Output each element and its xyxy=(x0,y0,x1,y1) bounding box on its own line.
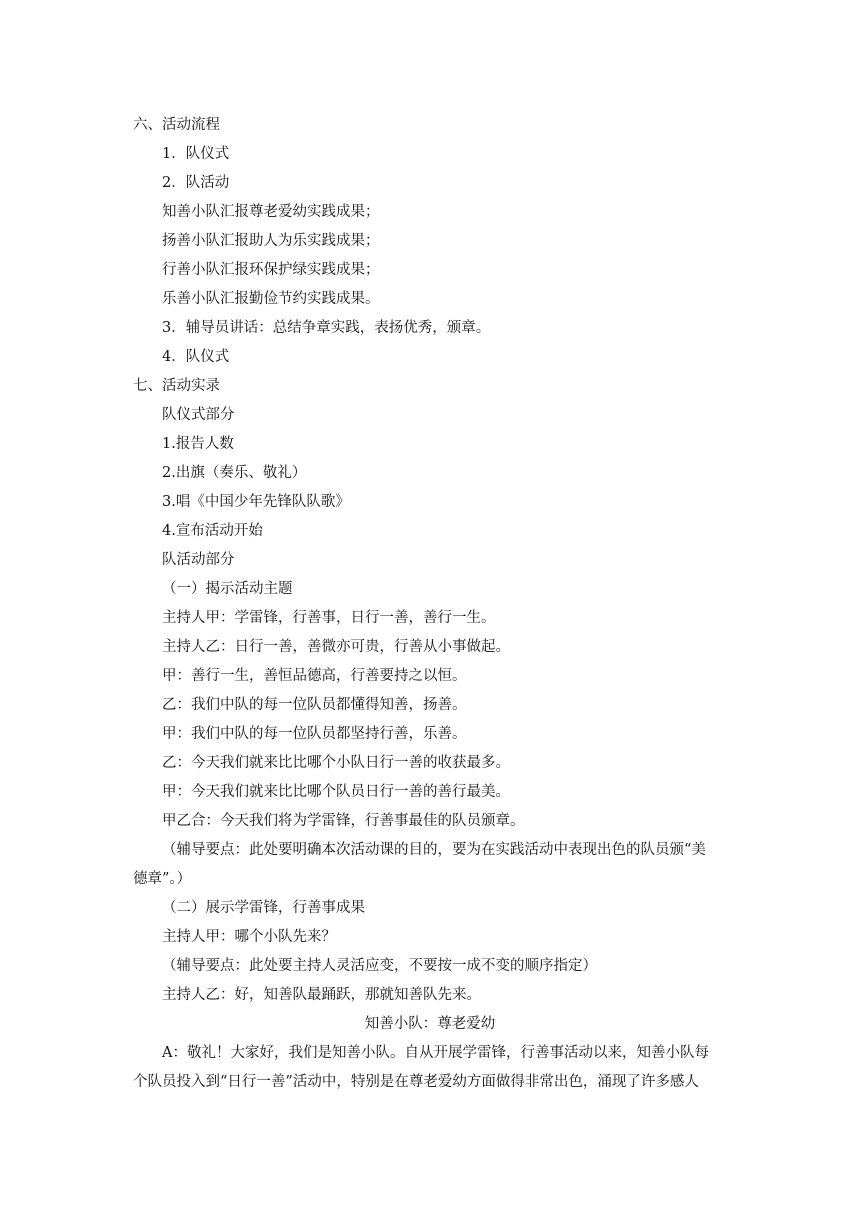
dialogue-line: 甲：今天我们就来比比哪个队员日行一善的善行最美。 xyxy=(162,784,510,800)
paragraph-line: A：敬礼！大家好，我们是知善小队。自从开展学雷锋，行善事活动以来，知善小队每 xyxy=(162,1045,709,1061)
dialogue-line: 乙：今天我们就来比比哪个小队日行一善的收获最多。 xyxy=(162,755,510,771)
dialogue-line: 主持人乙：日行一善，善微亦可贵，行善从小事做起。 xyxy=(162,639,510,655)
list-item: 1.报告人数 xyxy=(162,436,234,452)
section-heading: 六、活动流程 xyxy=(133,117,220,133)
list-item: 3．辅导员讲话：总结争章实践，表扬优秀，颁章。 xyxy=(162,320,491,336)
subsection-heading: （一）揭示活动主题 xyxy=(162,581,293,597)
list-item: 2.出旗（奏乐、敬礼） xyxy=(162,465,307,481)
subsection-heading: 队活动部分 xyxy=(162,552,235,568)
list-item: 4．队仪式 xyxy=(162,349,230,365)
paragraph-line: 个队员投入到“日行一善”活动中，特别是在尊老爱幼方面做得非常出色，涌现了许多感人 xyxy=(133,1074,699,1090)
text-line: 乐善小队汇报勤俭节约实践成果。 xyxy=(162,291,380,307)
guidance-note: （辅导要点：此处要明确本次活动课的目的，要为在实践活动中表现出色的队员颁“美 xyxy=(162,842,706,858)
subsection-heading: 队仪式部分 xyxy=(162,407,235,423)
list-item: 4.宣布活动开始 xyxy=(162,523,263,539)
dialogue-line: 主持人甲：学雷锋，行善事，日行一善，善行一生。 xyxy=(162,610,496,626)
dialogue-line: 乙：我们中队的每一位队员都懂得知善，扬善。 xyxy=(162,697,467,713)
dialogue-line: 主持人甲：哪个小队先来？ xyxy=(162,929,336,945)
guidance-note-continued: 德章”。） xyxy=(133,871,192,887)
dialogue-line: 甲乙合：今天我们将为学雷锋，行善事最佳的队员颁章。 xyxy=(162,813,525,829)
section-heading: 七、活动实录 xyxy=(133,378,220,394)
subsection-heading: （二）展示学雷锋，行善事成果 xyxy=(162,900,365,916)
text-line: 扬善小队汇报助人为乐实践成果； xyxy=(162,233,380,249)
list-item: 1．队仪式 xyxy=(162,146,230,162)
dialogue-line: 甲：我们中队的每一位队员都坚持行善，乐善。 xyxy=(162,726,467,742)
list-item: 2．队活动 xyxy=(162,175,230,191)
centered-subtitle: 知善小队：尊老爱幼 xyxy=(364,1016,496,1032)
guidance-note: （辅导要点：此处要主持人灵活应变，不要按一成不变的顺序指定） xyxy=(162,958,597,974)
dialogue-line: 主持人乙：好，知善队最踊跃，那就知善队先来。 xyxy=(162,987,481,1003)
dialogue-line: 甲：善行一生，善恒品德高，行善要持之以恒。 xyxy=(162,668,467,684)
list-item: 3.唱《中国少年先锋队队歌》 xyxy=(162,494,350,510)
text-line: 知善小队汇报尊老爱幼实践成果； xyxy=(162,204,380,220)
text-line: 行善小队汇报环保护绿实践成果； xyxy=(162,262,380,278)
